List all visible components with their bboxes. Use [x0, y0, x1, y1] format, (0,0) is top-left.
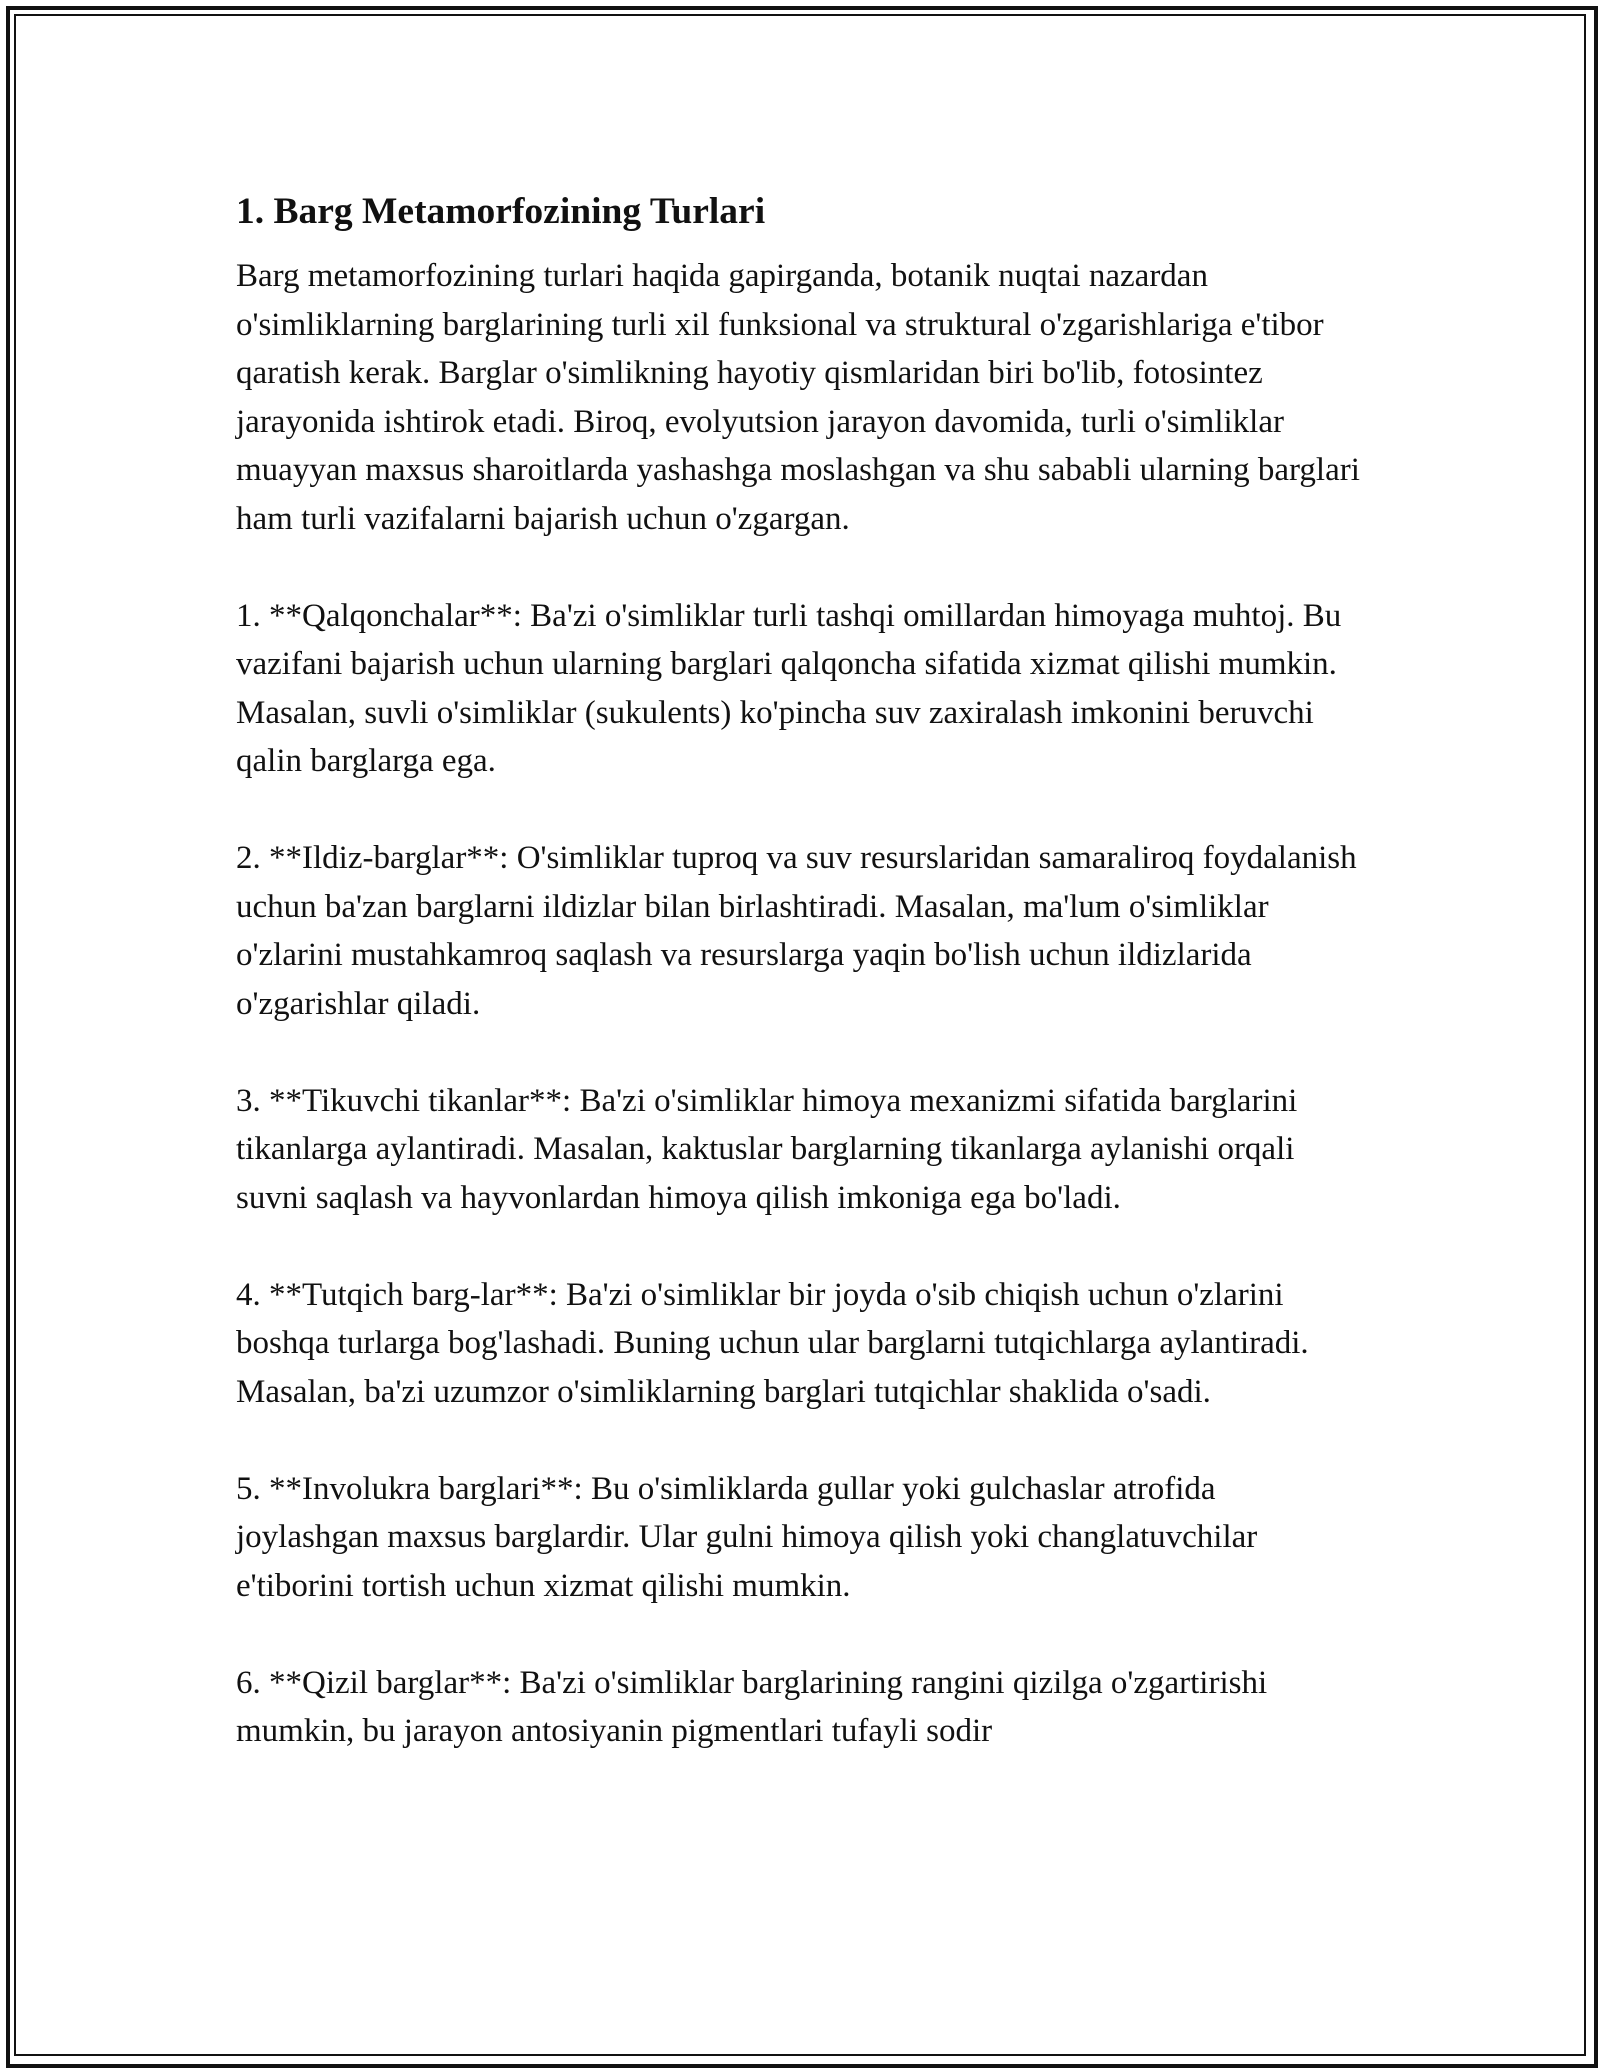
- list-item-tikuvchi-tikanlar: 3. **Tikuvchi tikanlar**: Ba'zi o'simliklar himoya mexanizmi sifatida barglarini tikanlarga aylantiradi. Masalan, kaktuslar barglarning tikanlarga aylanishi orqali suvni saqlash va hayvonlardan himoya qilish imkoniga ega bo'ladi.: [236, 1082, 1298, 1216]
- list-item-involukra-barglari: 5. **Involukra barglari**: Bu o'simliklarda gullar yoki gulchaslar atrofida joylashgan maxsus barglardir. Ular gulni himoya qilish yoki changlatuvchilar e'tiborini tortish uchun xizmat qilishi mumkin.: [236, 1470, 1258, 1604]
- intro-paragraph: Barg metamorfozining turlari haqida gapirganda, botanik nuqtai nazardan o'simliklarning barglarining turli xil funksional va struktural o'zgarishlariga e'tibor qaratish kerak. Barglar o'simlikning hayotiy qismlaridan biri bo'lib, fotosintez jarayonida ishtirok etadi. Biroq, evolyutsion jarayon davomida, turli o'simliklar muayyan maxsus sharoitlarda yashashga moslashgan va shu sababli ularning barglari ham turli vazifalarni bajarish uchun o'zgargan.: [236, 258, 1360, 537]
- list-item-qalqonchalar: 1. **Qalqonchalar**: Ba'zi o'simliklar turli tashqi omillardan himoyaga muhtoj. Bu vazifani bajarish uchun ularning barglari qalqoncha sifatida xizmat qilishi mumkin. Masalan, suvli o'simliklar (sukulents) ko'pincha suv zaxiralash imkonini beruvchi qalin barglarga ega.: [236, 597, 1342, 779]
- list-item-tutqich-barglar: 4. **Tutqich barg-lar**: Ba'zi o'simliklar bir joyda o'sib chiqish uchun o'zlarini boshqa turlarga bog'lashadi. Buning uchun ular barglarni tutqichlarga aylantiradi. Masalan, ba'zi uzumzor o'simliklarning barglari tutqichlar shaklida o'sadi.: [236, 1276, 1309, 1410]
- list-item-qizil-barglar: 6. **Qizil barglar**: Ba'zi o'simliklar barglarining rangini qizilga o'zgartirishi mumkin, bu jarayon antosiyanin pigmentlari tufayli sodir: [236, 1664, 1268, 1749]
- section-heading: 1. Barg Metamorfozining Turlari: [236, 191, 766, 232]
- list-item-ildiz-barglar: 2. **Ildiz-barglar**: O'simliklar tuproq va suv resurslaridan samaraliroq foydalanish uchun ba'zan barglarni ildizlar bilan birlashtiradi. Masalan, ma'lum o'simliklar o'zlarini mustahkamroq saqlash va resurslarga yaqin bo'lish uchun ildizlarida o'zgarishlar qiladi.: [236, 840, 1357, 1022]
- document-body: [236, 184, 1366, 1804]
